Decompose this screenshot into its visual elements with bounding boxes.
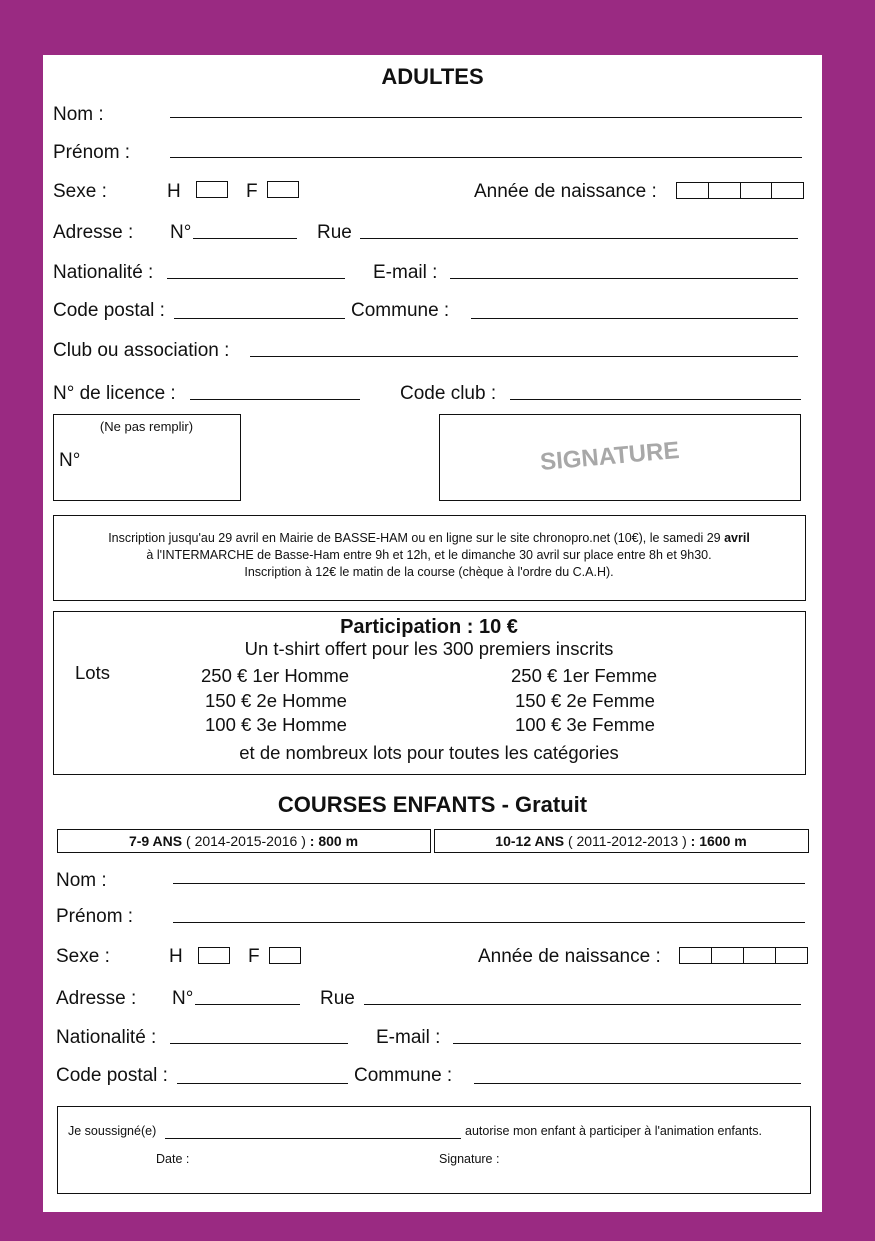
ne-pas-remplir: (Ne pas remplir) bbox=[99, 419, 194, 434]
inscription-line1-text: Inscription jusqu'au 29 avril en Mairie de BASSE-HAM ou en ligne sur le site chronopro.net (10€), le samedi 29 bbox=[108, 531, 725, 545]
adult-commune-label: Commune : bbox=[351, 300, 450, 321]
kid-cp-label: Code postal : bbox=[56, 1065, 168, 1086]
adult-numero-label: N° bbox=[170, 222, 192, 243]
adults-title: ADULTES bbox=[381, 64, 484, 89]
signature-watermark: SIGNATURE bbox=[539, 436, 681, 477]
kids-cat2-years: ( 2011-2012-2013 ) bbox=[567, 833, 687, 849]
kid-commune-label: Commune : bbox=[354, 1065, 453, 1086]
adult-f-checkbox[interactable] bbox=[267, 181, 299, 198]
adult-f-label: F bbox=[246, 181, 258, 202]
kid-f-checkbox[interactable] bbox=[269, 947, 301, 964]
adult-annee-label: Année de naissance : bbox=[474, 181, 657, 202]
kid-nationalite-field[interactable] bbox=[170, 1043, 348, 1044]
adult-cp-field[interactable] bbox=[174, 318, 345, 319]
inscription-line2: à l'INTERMARCHE de Basse-Ham entre 9h et 12h, et le dimanche 30 avril sur place entre 8h et 9h30. bbox=[146, 548, 712, 562]
inscription-line3: Inscription à 12€ le matin de la course (chèque à l'ordre du C.A.H). bbox=[244, 565, 614, 579]
kids-cat1-years: ( 2014-2015-2016 ) bbox=[186, 833, 306, 849]
kid-commune-field[interactable] bbox=[474, 1083, 801, 1084]
auth-signature-label: Signature : bbox=[439, 1152, 500, 1166]
adult-nationalite-label: Nationalité : bbox=[53, 262, 154, 283]
adult-club-label: Club ou association : bbox=[53, 340, 230, 361]
autorise-text: autorise mon enfant à participer à l'animation enfants. bbox=[465, 1124, 763, 1138]
adult-cp-label: Code postal : bbox=[53, 300, 165, 321]
adult-prenom-label: Prénom : bbox=[53, 142, 131, 163]
adult-email-field[interactable] bbox=[450, 278, 798, 279]
adult-annee-boxes[interactable] bbox=[676, 182, 804, 199]
kid-h-label: H bbox=[169, 946, 183, 967]
kid-annee-boxes[interactable] bbox=[679, 947, 808, 964]
kids-cat1-label: 7-9 ANS bbox=[128, 833, 183, 849]
adult-nationalite-field[interactable] bbox=[167, 278, 345, 279]
adult-commune-field[interactable] bbox=[471, 318, 798, 319]
kid-cp-field[interactable] bbox=[177, 1083, 348, 1084]
kid-f-label: F bbox=[248, 946, 260, 967]
kids-cat2-dist: : 1600 m bbox=[690, 833, 747, 849]
kid-email-field[interactable] bbox=[453, 1043, 801, 1044]
adult-rue-field[interactable] bbox=[360, 238, 798, 239]
prize-men-2: 150 € 2e Homme bbox=[205, 690, 347, 711]
adult-sexe-label: Sexe : bbox=[53, 181, 107, 202]
adult-h-checkbox[interactable] bbox=[196, 181, 228, 198]
adult-numero-field[interactable] bbox=[193, 238, 297, 239]
prize-men-1: 250 € 1er Homme bbox=[201, 665, 350, 686]
kids-cat1-box bbox=[57, 829, 431, 853]
adult-rue-label: Rue bbox=[317, 222, 352, 243]
kid-nationalite-label: Nationalité : bbox=[56, 1027, 157, 1048]
adult-h-label: H bbox=[167, 181, 181, 202]
number-box bbox=[53, 414, 241, 501]
adult-adresse-label: Adresse : bbox=[53, 222, 134, 243]
adult-codeclub-label: Code club : bbox=[400, 383, 497, 404]
kid-prenom-label: Prénom : bbox=[56, 906, 134, 927]
kid-sexe-label: Sexe : bbox=[56, 946, 110, 967]
kid-h-checkbox[interactable] bbox=[198, 947, 230, 964]
kid-adresse-label: Adresse : bbox=[56, 988, 137, 1009]
soussigne-field[interactable] bbox=[165, 1138, 461, 1139]
inscription-line1 bbox=[54, 531, 804, 545]
signature-box[interactable] bbox=[439, 414, 801, 501]
tshirt-text: Un t-shirt offert pour les 300 premiers inscrits bbox=[244, 638, 614, 659]
kid-nom-label: Nom : bbox=[56, 870, 107, 891]
registration-form bbox=[43, 55, 822, 1212]
kid-rue-label: Rue bbox=[320, 988, 355, 1009]
adult-codeclub-field[interactable] bbox=[510, 399, 801, 400]
kids-cat2-box bbox=[434, 829, 809, 853]
adult-club-field[interactable] bbox=[250, 356, 798, 357]
adult-nom-label: Nom : bbox=[53, 104, 104, 125]
number-label: N° bbox=[59, 450, 81, 471]
prize-women-3: 100 € 3e Femme bbox=[515, 714, 655, 735]
lots-label: Lots bbox=[75, 662, 110, 683]
kid-annee-label: Année de naissance : bbox=[478, 946, 661, 967]
participation-title: Participation : 10 € bbox=[340, 616, 518, 638]
date-label: Date : bbox=[156, 1152, 190, 1166]
kid-nom-field[interactable] bbox=[173, 883, 805, 884]
kids-cat1-text bbox=[58, 833, 429, 849]
participation-box bbox=[53, 611, 806, 775]
kid-numero-field[interactable] bbox=[195, 1004, 300, 1005]
kids-cat2-label: 10-12 ANS bbox=[495, 833, 565, 849]
prize-women-2: 150 € 2e Femme bbox=[515, 690, 655, 711]
inscription-line1-bold: avril bbox=[724, 531, 750, 545]
kid-prenom-field[interactable] bbox=[173, 922, 805, 923]
authorization-box bbox=[57, 1106, 811, 1194]
adult-nom-field[interactable] bbox=[170, 117, 802, 118]
kid-email-label: E-mail : bbox=[376, 1027, 441, 1048]
prize-women-1: 250 € 1er Femme bbox=[511, 665, 658, 686]
adult-licence-field[interactable] bbox=[190, 399, 360, 400]
adult-email-label: E-mail : bbox=[373, 262, 438, 283]
soussigne-label: Je soussigné(e) bbox=[68, 1124, 157, 1138]
adult-prenom-field[interactable] bbox=[170, 157, 802, 158]
kids-cat1-dist: : 800 m bbox=[309, 833, 359, 849]
kid-rue-field[interactable] bbox=[364, 1004, 801, 1005]
kids-cat2-text bbox=[435, 833, 807, 849]
prize-men-3: 100 € 3e Homme bbox=[205, 714, 347, 735]
lots-footer: et de nombreux lots pour toutes les catégories bbox=[239, 742, 619, 763]
kid-numero-label: N° bbox=[172, 988, 194, 1009]
adult-licence-label: N° de licence : bbox=[53, 383, 176, 404]
inscription-info-box bbox=[53, 515, 806, 601]
kids-title: COURSES ENFANTS - Gratuit bbox=[277, 792, 588, 817]
